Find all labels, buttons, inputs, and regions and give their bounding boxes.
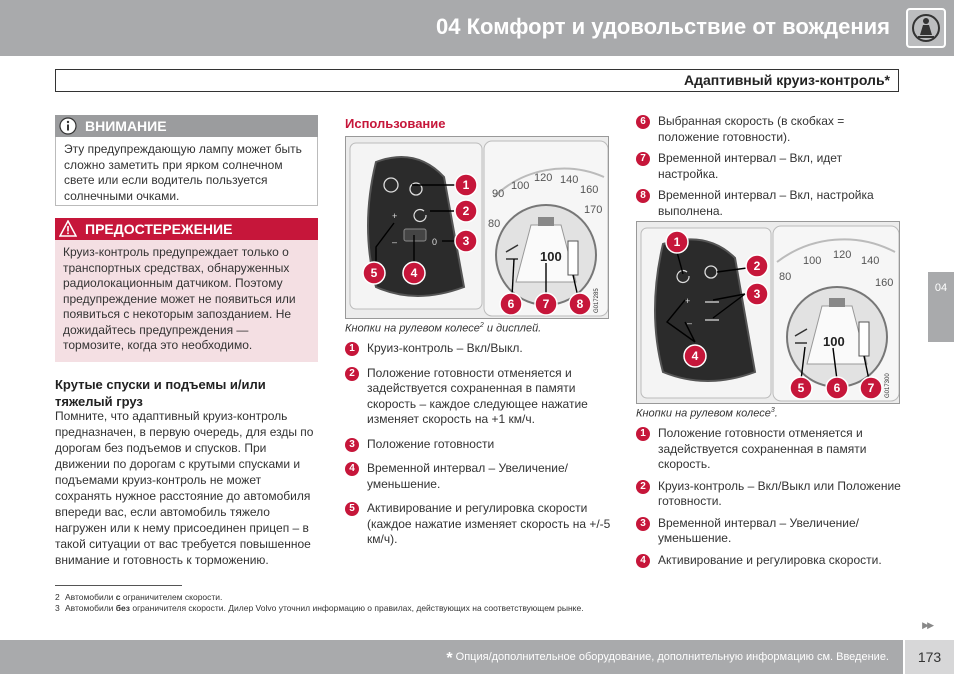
svg-text:3: 3 xyxy=(753,287,761,301)
steep-heading: Крутые спуски и подъемы и/или тяжелый груз xyxy=(55,377,266,409)
figure2-caption: Кнопки на рулевом колесе$^3$. xyxy=(636,407,778,420)
section-title-box xyxy=(55,69,899,92)
chapter-header xyxy=(0,0,954,56)
svg-text:G017285: G017285 xyxy=(594,288,600,313)
chapter-side-tab: 04 xyxy=(928,272,954,342)
info-icon xyxy=(59,117,77,135)
fig2-callout-1 xyxy=(666,231,688,253)
svg-text:2: 2 xyxy=(462,204,470,218)
fig2-display-speed: 100 xyxy=(823,334,845,349)
list-item: 5 Активирование и регулировка скорости (каждое нажатие изменяет скорость на +/-5 км/ч). xyxy=(345,501,613,548)
fig1-callout-1 xyxy=(455,174,477,196)
svg-text:3: 3 xyxy=(462,234,470,248)
attention-text: Эту предупреждающую лампу может быть сложно заметить при ярком солнечном свете или если водитель пользуется солнечными очками. xyxy=(55,137,318,206)
fig1-callout-8 xyxy=(569,293,591,315)
svg-text:1: 1 xyxy=(673,235,681,249)
svg-text:160: 160 xyxy=(580,184,599,196)
seat-comfort-icon xyxy=(906,8,946,48)
figure1-illustration xyxy=(346,137,609,319)
svg-text:2: 2 xyxy=(753,259,761,273)
steering-buttons-display-figure xyxy=(345,136,609,319)
svg-text:1: 1 xyxy=(462,178,470,192)
warning-label: ПРЕДОСТЕРЕЖЕНИЕ xyxy=(85,221,233,237)
svg-text:–: – xyxy=(687,318,693,328)
svg-text:160: 160 xyxy=(875,277,894,289)
svg-text:6: 6 xyxy=(833,381,841,395)
list-item: 2 Положение готовности отменяется и задействуется сохраненная в памяти скорость – каждое следующее нажатие изменяет скорость на +1 км/ч. xyxy=(345,366,613,428)
list-item: 4 Временной интервал – Увеличение/уменьшение. xyxy=(345,461,613,492)
fig1-callout-3 xyxy=(455,230,477,252)
svg-text:100: 100 xyxy=(803,255,822,267)
svg-text:5: 5 xyxy=(797,381,805,395)
warning-text: Круиз-контроль предупреждает только о транспортных средствах, обнаруженных радиолокационным датчиком. Поэтому предупреждение может не появиться или появиться с некоторым запозданием. Не дожидайтесь предупреждения — тормозите, когда это необходимо. xyxy=(55,240,318,362)
svg-text:90: 90 xyxy=(492,188,505,200)
footnote-separator xyxy=(55,585,182,586)
list-item: 2 Круиз-контроль – Вкл/Выкл или Положение готовности. xyxy=(636,479,902,510)
steering-buttons-figure-2 xyxy=(636,221,900,404)
fig1-display-speed: 100 xyxy=(540,249,562,264)
list-item: 7 Временной интервал – Вкл, идет настройка. xyxy=(636,151,900,182)
footnote-2: 2 Автомобили с ограничителем скорости. xyxy=(55,592,223,602)
display-legend-list xyxy=(636,114,900,225)
svg-text:+: + xyxy=(392,211,398,221)
fig2-callout-4 xyxy=(684,345,706,367)
svg-text:7: 7 xyxy=(867,381,875,395)
steep-text: Помните, что адаптивный круиз-контроль предназначен, в первую очередь, для езды по дорогам без подъемов и спусков. При движении по дорогам с крутыми спусками и подъемами круиз-контроль не может сохранять нужное расстояние до автомобиля впереди вас, если автомобиль тяжело нагружен или к нему присоединен прицеп – в такой ситуации от вас требуется повышенное внимание и готовность к торможению. xyxy=(55,409,314,567)
svg-text:0: 0 xyxy=(432,237,438,247)
fig2-callout-5 xyxy=(790,377,812,399)
svg-text:G017300: G017300 xyxy=(885,373,891,398)
figure1-caption: Кнопки на рулевом колесе$^2$ и дисплей. xyxy=(345,322,542,335)
usage-title: Использование xyxy=(345,116,446,131)
figure2-illustration xyxy=(637,222,900,404)
svg-text:+: + xyxy=(685,296,691,306)
svg-text:8: 8 xyxy=(576,297,584,311)
fig2-callout-2 xyxy=(746,255,768,277)
chapter-title: 04 Комфорт и удовольствие от вождения xyxy=(436,14,890,39)
fig2-callout-6 xyxy=(826,377,848,399)
attention-header xyxy=(55,115,318,137)
fig1-callout-7 xyxy=(535,293,557,315)
fig1-callout-4 xyxy=(403,262,425,284)
svg-text:–: – xyxy=(392,237,398,247)
list-item: 3 Временной интервал – Увеличение/уменьшение. xyxy=(636,516,902,547)
svg-text:170: 170 xyxy=(584,204,603,216)
list-item: 1 Круиз-контроль – Вкл/Выкл. xyxy=(345,341,613,357)
svg-text:4: 4 xyxy=(410,266,418,280)
attention-label: ВНИМАНИЕ xyxy=(85,118,167,134)
page-number: 173 xyxy=(903,640,954,674)
steering-buttons-list-2 xyxy=(636,426,902,574)
footnote-3: 3 Автомобили без ограничителя скорости. Дилер Volvo уточнил информацию о правилах, действующих на соответствующем рынке. xyxy=(55,603,584,613)
list-item: 8 Временной интервал – Вкл, настройка выполнена. xyxy=(636,188,900,219)
fig2-callout-7 xyxy=(860,377,882,399)
warning-header xyxy=(55,218,318,240)
svg-text:140: 140 xyxy=(560,174,579,186)
svg-text:5: 5 xyxy=(370,266,378,280)
list-item: 3 Положение готовности xyxy=(345,437,613,453)
list-item: 1 Положение готовности отменяется и задействуется сохраненная в памяти скорость. xyxy=(636,426,902,473)
next-page-arrow-icon[interactable]: ▶▶ xyxy=(922,620,932,630)
fig1-callout-6 xyxy=(500,293,522,315)
list-item: 6 Выбранная скорость (в скобках = положение готовности). xyxy=(636,114,900,145)
usage-list-1 xyxy=(345,341,613,557)
list-item: 4 Активирование и регулировка скорости. xyxy=(636,553,902,569)
section-title: Адаптивный круиз-контроль* xyxy=(684,72,890,88)
fig2-callout-3 xyxy=(746,283,768,305)
svg-text:6: 6 xyxy=(507,297,515,311)
svg-text:140: 140 xyxy=(861,255,880,267)
fig1-callout-5 xyxy=(363,262,385,284)
page-footer xyxy=(0,640,903,674)
svg-text:120: 120 xyxy=(833,249,852,261)
fig1-callout-2 xyxy=(455,200,477,222)
svg-text:4: 4 xyxy=(691,349,699,363)
footer-note: * Опция/дополнительное оборудование, дополнительную информацию см. Введение. xyxy=(446,650,889,667)
svg-text:7: 7 xyxy=(542,297,550,311)
svg-text:80: 80 xyxy=(488,218,501,230)
attention-notice xyxy=(55,115,318,206)
warning-triangle-icon xyxy=(59,220,77,238)
svg-text:80: 80 xyxy=(779,271,792,283)
svg-text:100: 100 xyxy=(511,180,530,192)
warning-notice xyxy=(55,218,318,362)
svg-text:120: 120 xyxy=(534,172,553,184)
